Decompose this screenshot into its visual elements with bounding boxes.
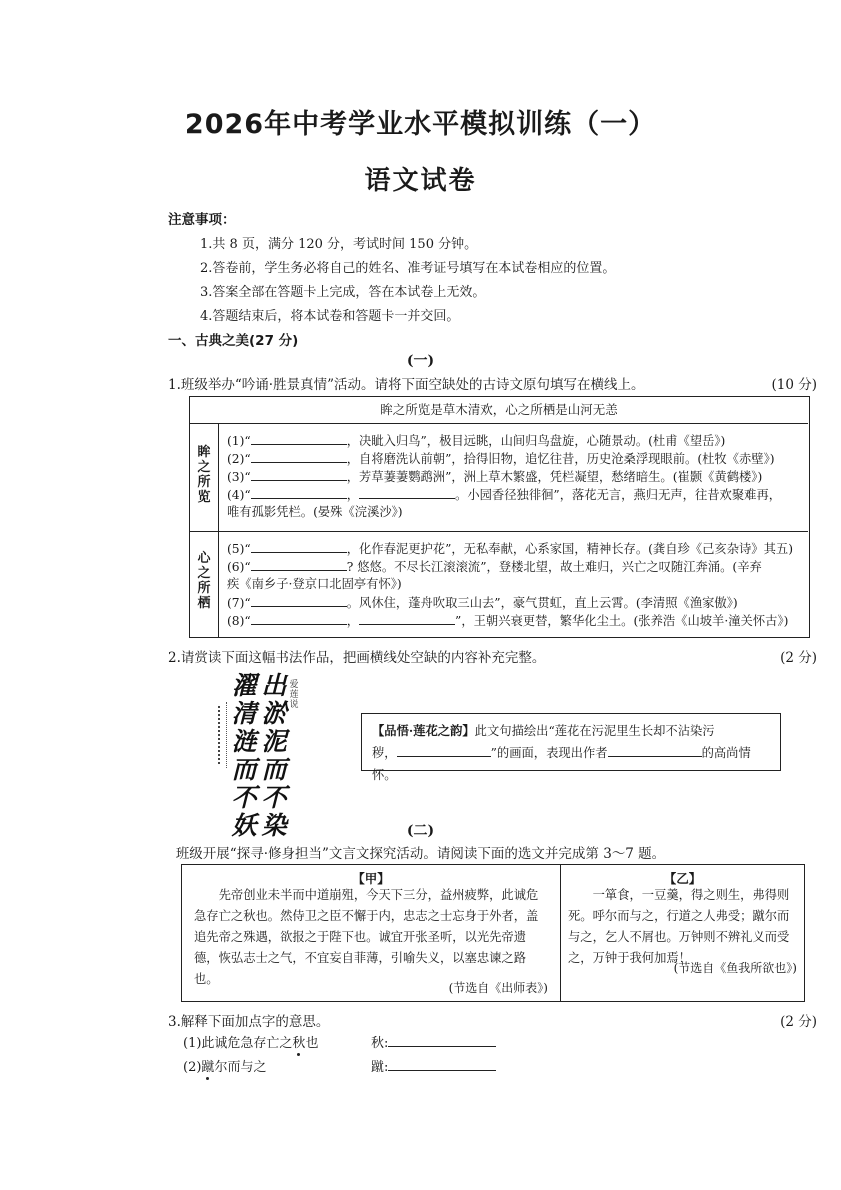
fill-row-6-cont: 疾《南乡子·登京口北固亭有怀》)	[227, 577, 402, 591]
blank-3[interactable]	[251, 467, 347, 481]
fill-row-4-cont: 唯有孤影凭栏。(晏殊《浣溪沙》)	[227, 505, 403, 519]
exam-subtitle: 语文试卷	[364, 166, 477, 196]
calligraphy-seal-marks	[218, 706, 226, 764]
group-1-label: 眸 之 所 览	[197, 445, 211, 505]
blank-4a[interactable]	[251, 485, 347, 499]
calligraphy-seal-marks-2	[226, 702, 230, 768]
table-header: 眸之所览是草木清欢，心之所栖是山河无恙	[190, 397, 808, 424]
q3-answer-2: 蹴:	[371, 1056, 496, 1075]
passage-jia-source: (节选自《出师表》)	[448, 981, 548, 995]
blank-5[interactable]	[251, 539, 347, 553]
passage-jia-label: 【甲】	[352, 871, 390, 886]
question-1-text: 1.班级举办“吟诵·胜景真情”活动。请将下面空缺处的古诗文原句填写在横线上。	[168, 377, 645, 393]
calligraphy-inscription: 爱 莲 说	[289, 680, 299, 710]
fill-row-6: (6)“ ? 悠悠。不尽长江滚滚流”，登楼北望，故土难归，兴亡之叹随江奔涌。(辛弃	[227, 557, 762, 576]
passage-yi-source: (节选自《鱼我所欲也》)	[673, 961, 797, 975]
part-two-intro: 班级开展“探寻·修身担当”文言文探究活动。请阅读下面的选文并完成第 3～7 题。	[175, 846, 666, 862]
blank-6[interactable]	[251, 557, 347, 571]
poetry-fill-table	[189, 396, 810, 638]
fill-row-2: (2)“ ，自将磨洗认前朝”，拾得旧物，追忆往昔，历史沧桑浮现眼前。(杜牧《赤壁》)	[227, 449, 775, 468]
question-2-score: (2 分)	[780, 650, 817, 666]
question-2-text: 2.请赏读下面这幅书法作品，把画横线处空缺的内容补充完整。	[168, 650, 546, 666]
passage-jia-text: 先帝创业未半而中道崩殂，今天下三分，益州疲弊，此诚危急存亡之秋也。然侍卫之臣不懈于内，忠志之士忘身于外者，盖追先帝之殊遇，欲报之于陛下也。诚宜开张圣听，以光先帝遗德，恢弘志士之气，不宜妄自菲薄，引喻失义，以塞忠谏之路也。	[194, 888, 539, 986]
dotted-char-cu: 蹴	[201, 1056, 214, 1075]
lotus-box-line-2: 秽， ”的画面，表现出作者 的高尚情怀。	[372, 742, 770, 786]
fill-row-3: (3)“ ，芳草萋萋鹦鹉洲”，洲上草木繁盛，凭栏凝望，愁绪暗生。(崔颢《黄鹤楼》)	[227, 467, 762, 486]
q3-answer-1: 秋:	[371, 1032, 496, 1051]
lotus-answer-box	[361, 713, 781, 782]
blank-4b[interactable]	[359, 485, 455, 499]
notice-item-3: 3.答案全部在答题卡上完成，答在本试卷上无效。	[200, 285, 486, 300]
blank-8a[interactable]	[251, 611, 347, 625]
group-2-label: 心 之 所 栖	[197, 551, 211, 611]
blank-2[interactable]	[251, 449, 347, 463]
passage-yi-label: 【乙】	[663, 871, 702, 886]
notice-heading: 注意事项：	[168, 212, 236, 228]
blank-1[interactable]	[251, 431, 347, 445]
notice-item-4: 4.答题结束后，将本试卷和答题卡一并交回。	[200, 309, 460, 324]
q3-blank-1[interactable]	[388, 1033, 496, 1047]
lotus-box-line-1: 【品悟·莲花之韵】此文句描绘出“莲花在污泥里生长却不沾染污	[372, 723, 715, 738]
notice-item-2: 2.答卷前，学生务必将自己的姓名、准考证号填写在本试卷相应的位置。	[200, 261, 616, 276]
dotted-char-qiu: 秋	[292, 1032, 305, 1051]
classical-passages-box	[181, 864, 805, 1002]
fill-row-4: (4)“ ， 。小园香径独徘徊”，落花无言，燕归无声，往昔欢聚难再，	[227, 485, 781, 504]
section-heading: 一、古典之美(27 分)	[168, 333, 299, 349]
blank-7[interactable]	[251, 593, 347, 607]
fill-row-5: (5)“ ，化作春泥更护花”，无私奉献，心系家国，精神长存。(龚自珍《己亥杂诗》其五)	[227, 539, 793, 558]
lotus-box-label: 【品悟·莲花之韵】	[372, 723, 475, 738]
q3-blank-2[interactable]	[388, 1057, 496, 1071]
passage-yi-text: 一箪食，一豆羹，得之则生，弗得则死。呼尔而与之，行道之人弗受；蹴尔而与之，乞人不屑也。万钟则不辨礼义而受之，万钟于我何加焉！	[568, 888, 790, 965]
notice-item-1: 1.共 8 页，满分 120 分，考试时间 150 分钟。	[200, 237, 478, 252]
fill-row-7: (7)“ 。风休住，蓬舟吹取三山去”，豪气贯虹，直上云霄。(李清照《渔家傲》)	[227, 593, 738, 612]
exam-title: 2026年中考学业水平模拟训练（一）	[184, 109, 657, 140]
q3-item-1: (1)此诚危急存亡之秋也	[183, 1032, 318, 1051]
question-3-text: 3.解释下面加点字的意思。	[168, 1014, 330, 1030]
lotus-blank-1[interactable]	[397, 743, 491, 757]
calligraphy-column-2: 濯 清 涟 而 不 妖	[231, 671, 257, 840]
fill-row-8: (8)“ ， ”，王朝兴衰更替，繁华化尘土。(张养浩《山坡羊·潼关怀古》)	[227, 611, 788, 630]
question-3-score: (2 分)	[780, 1014, 817, 1030]
part-two-label: (二)	[406, 823, 435, 839]
calligraphy-artwork	[218, 671, 302, 840]
fill-row-1: (1)“ ，决眦入归鸟”，极目远眺，山间归鸟盘旋，心随景动。(杜甫《望岳》)	[227, 431, 725, 450]
question-1-score: (10 分)	[771, 377, 817, 393]
q3-item-2: (2)蹴尔而与之	[183, 1056, 266, 1075]
blank-8b[interactable]	[359, 611, 455, 625]
part-one-label: (一)	[406, 353, 435, 369]
calligraphy-column-1: 出 淤 泥 而 不 染	[261, 671, 287, 840]
lotus-blank-2[interactable]	[608, 743, 702, 757]
